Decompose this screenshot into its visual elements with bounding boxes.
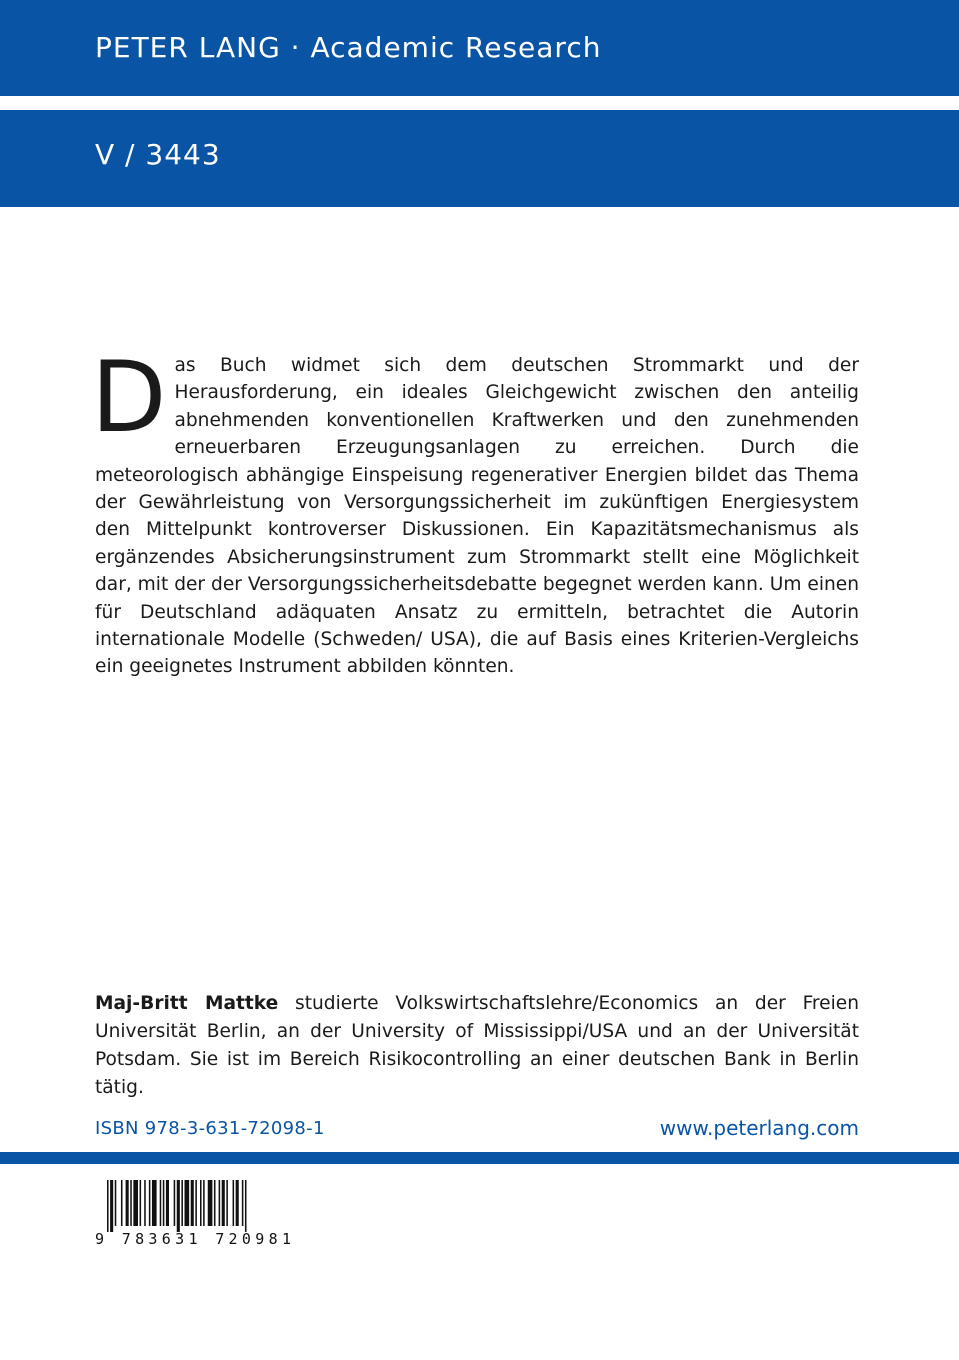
barcode-bar bbox=[152, 1180, 157, 1226]
barcode-bar bbox=[203, 1180, 205, 1226]
barcode-bar bbox=[121, 1180, 123, 1226]
barcode-bar bbox=[195, 1180, 197, 1226]
book-description bbox=[91, 341, 859, 681]
description-text: as Buch widmet sich dem deutschen Strommarkt und der Herausforderung, ein ideales Gleichgewicht zwischen den anteilig abnehmenden konventionellen Kraftwerken und den zunehmenden erneuerbaren Erzeugungsanlagen zu erreichen. Durch die meteorologisch abhängige Einspeisung regenerativer Energien bildet das Thema der Gewährleistung von Versorgungssicherheit im zukünftigen Energiesystem den Mittelpunkt kontroverser Diskussionen. Ein Kapazitätsmechanismus als ergänzendes Absicherungsinstrument zum Strommarkt stellt eine Möglichkeit dar, mit der der Versorgungssicherheitsdebatte begegnet werden kann. Um einen für Deutschland adäquaten Ansatz zu ermitteln, betrachtet die Autorin internationale Modelle (Schweden/ USA), die auf Basis eines Kriterien-Vergleichs ein geeignetes Instrument abbilden könnten. bbox=[95, 355, 859, 678]
barcode-bar bbox=[130, 1180, 132, 1226]
barcode-bar bbox=[110, 1180, 113, 1232]
series-number: V / 3443 bbox=[95, 138, 221, 171]
footer-rule bbox=[0, 1152, 959, 1164]
barcode-bar bbox=[163, 1180, 165, 1226]
barcode-bar bbox=[214, 1180, 216, 1226]
barcode-bar bbox=[140, 1180, 142, 1226]
barcode-bar bbox=[219, 1180, 221, 1226]
barcode-bar bbox=[233, 1180, 235, 1226]
barcode-bar bbox=[133, 1180, 138, 1226]
isbn-barcode bbox=[95, 1180, 291, 1246]
author-bio bbox=[95, 990, 859, 1102]
publisher-band bbox=[0, 0, 959, 96]
drop-cap: D bbox=[91, 341, 167, 455]
barcode-bar bbox=[200, 1180, 202, 1226]
barcode-bar bbox=[181, 1180, 183, 1226]
barcode-bar bbox=[177, 1180, 180, 1232]
series-band bbox=[0, 110, 959, 207]
barcode-bar bbox=[226, 1180, 228, 1226]
barcode-bar bbox=[191, 1180, 194, 1226]
barcode-bar bbox=[242, 1180, 244, 1226]
author-name: Maj-Britt Mattke bbox=[95, 993, 279, 1014]
barcode-bar bbox=[166, 1180, 169, 1226]
barcode-bar bbox=[144, 1180, 146, 1226]
publisher-website-link[interactable]: www.peterlang.com bbox=[659, 1116, 859, 1140]
barcode-bar bbox=[222, 1180, 225, 1226]
publisher-line: PETER LANG · Academic Research bbox=[95, 31, 602, 64]
barcode-bar bbox=[236, 1180, 239, 1226]
bio-text: studierte Volkswirtschaftslehre/Economics an der Freien Universität Berlin, an der University of Mississippi/USA und an der Universität Potsdam. Sie ist im Bereich Risikocontrolling an einer deutschen Bank in Berlin tätig. bbox=[95, 993, 859, 1098]
barcode-bar bbox=[185, 1180, 190, 1226]
barcode-digits: 9 783631 720981 bbox=[95, 1230, 291, 1246]
barcode-bar bbox=[107, 1180, 109, 1232]
barcode-bar bbox=[149, 1180, 151, 1226]
barcode-bar bbox=[126, 1180, 129, 1226]
barcode-bar bbox=[115, 1180, 117, 1226]
barcode-bar bbox=[245, 1180, 247, 1232]
isbn-label: ISBN 978-3-631-72098-1 bbox=[95, 1118, 325, 1139]
barcode-bar bbox=[174, 1180, 176, 1226]
barcode-bar bbox=[160, 1180, 162, 1226]
barcode-bar bbox=[208, 1180, 213, 1226]
